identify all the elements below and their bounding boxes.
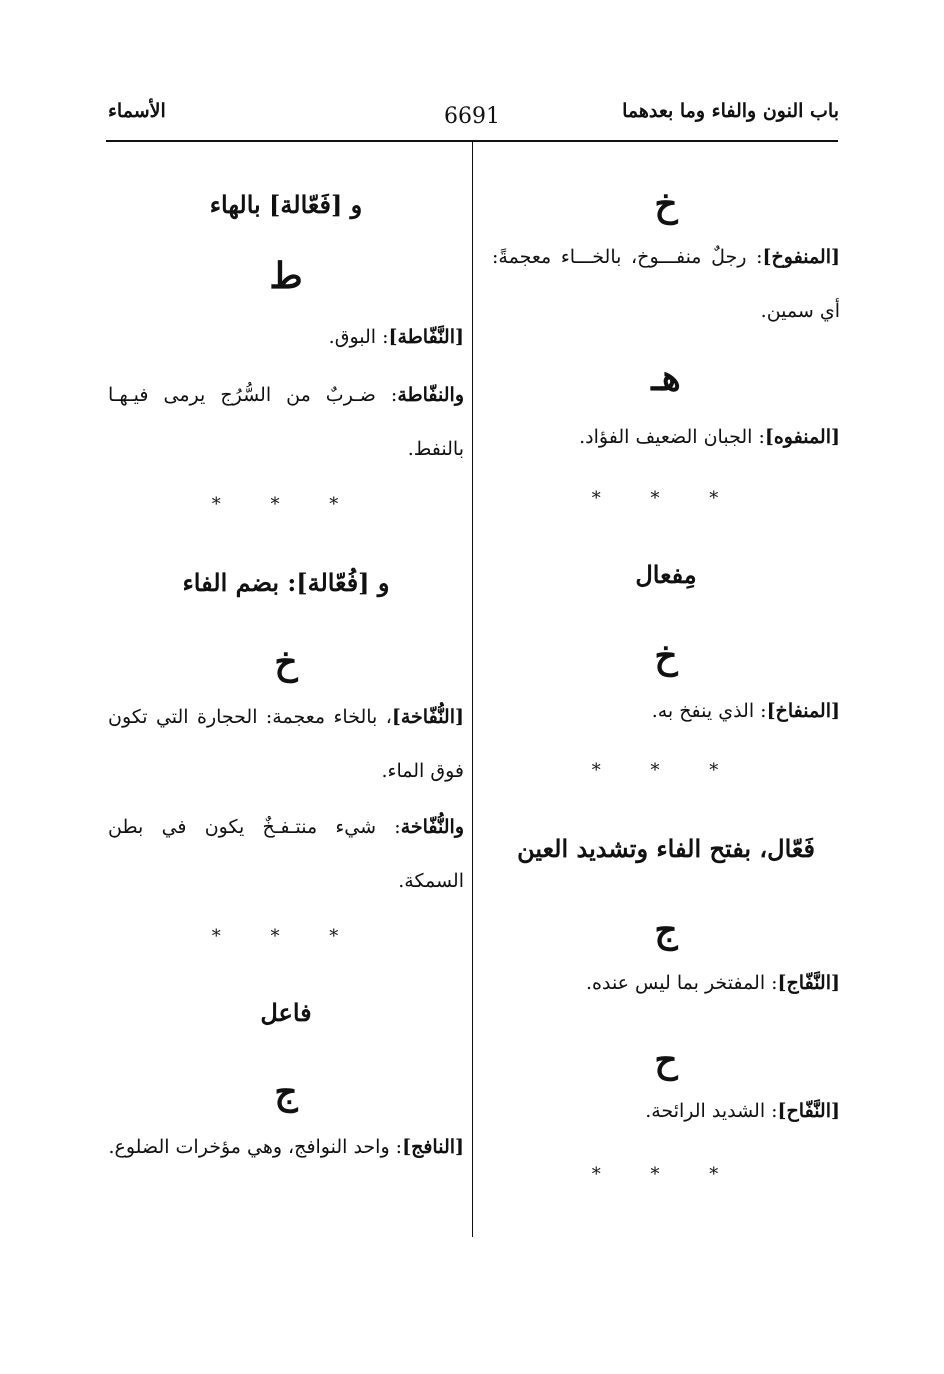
letter-heading: ج (274, 1071, 298, 1113)
headword: [النُّفّاخة] (391, 706, 464, 728)
entry (492, 410, 840, 464)
letter-heading: خ (274, 641, 298, 683)
definition: : رجلٌ منفـــوخ، بالخـــاء معجمةً: أي سمين. (492, 246, 840, 322)
definition: : الشديد الرائحة. (645, 1100, 778, 1122)
entry (492, 956, 840, 1010)
entry (108, 310, 464, 364)
pattern-heading: فاعل (260, 998, 312, 1027)
letter-heading: ح (654, 1039, 678, 1081)
section-separator: * * * (591, 488, 741, 509)
pattern-heading: فَعّال، بفتح الفاء وتشديد العين (517, 834, 815, 863)
entry (108, 368, 464, 476)
headword: [النَّفّاطة] (388, 326, 464, 348)
entry (492, 1084, 840, 1138)
section-separator: * * * (211, 494, 361, 515)
headword: [النافج] (402, 1136, 464, 1158)
page-number: 6691 (444, 104, 500, 129)
letter-heading: ط (269, 255, 303, 297)
pattern-heading: مِفعال (635, 560, 697, 589)
letter-heading: خ (654, 183, 678, 225)
entry (108, 1120, 464, 1174)
definition: ، بالخاء معجمة: الحجارة التي تكون فوق الماء. (108, 706, 464, 782)
definition: : شيء منتـفـخٌ يكون في بطن السمكة. (108, 816, 464, 892)
entry (108, 690, 464, 798)
definition: : الجبان الضعيف الفؤاد. (579, 426, 765, 448)
section-separator: * * * (591, 760, 741, 781)
letter-heading: ج (654, 909, 678, 951)
column-divider (472, 142, 473, 1237)
letter-heading: هـ (651, 357, 681, 399)
entry (492, 230, 840, 338)
headword: [المنفوه] (764, 426, 840, 448)
headword: [النَّفّاح] (777, 1100, 840, 1122)
definition: : واحد النوافج، وهي مؤخرات الضلوع. (108, 1136, 403, 1158)
chapter-title: باب النون والفاء وما بعدهما (622, 100, 839, 122)
headword: والنُّفّاخة (400, 816, 464, 838)
definition: : المفتخر بما ليس عنده. (585, 972, 778, 994)
section-title: الأسماء (108, 100, 166, 122)
headword: [المنفاخ] (766, 700, 840, 722)
headword: [النَّفّاج] (777, 972, 840, 994)
pattern-heading: و [فَعّالة] بالهاء (209, 190, 363, 219)
letter-heading: خ (654, 635, 678, 677)
pattern-heading: و [فُعّالة]: بضم الفاء (182, 568, 390, 597)
definition: : الذي ينفخ به. (651, 700, 767, 722)
section-separator: * * * (211, 926, 361, 947)
headword: والنفّاطة (397, 384, 464, 406)
section-separator: * * * (591, 1164, 741, 1185)
entry (108, 800, 464, 908)
definition: : ضـربٌ من السُّرُج يرمى فيـهـا بالنفط. (108, 384, 464, 460)
headword: [المنفوخ] (762, 246, 840, 268)
entry (492, 684, 840, 738)
definition: : البوق. (328, 326, 389, 348)
